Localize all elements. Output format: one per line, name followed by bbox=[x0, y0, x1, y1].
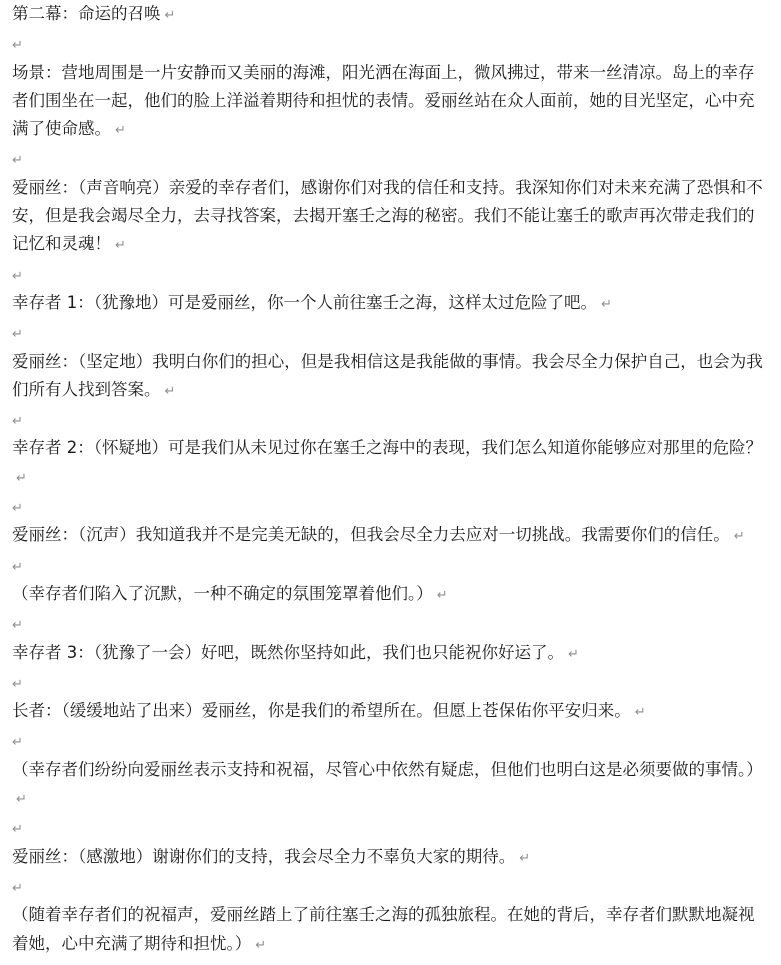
paragraph-mark-icon: ↵ bbox=[12, 559, 23, 575]
empty-paragraph bbox=[12, 727, 769, 755]
paragraph-mark-icon: ↵ bbox=[12, 822, 23, 838]
paragraph bbox=[12, 289, 769, 319]
paragraph bbox=[12, 580, 769, 610]
empty-paragraph bbox=[12, 145, 769, 173]
empty-paragraph bbox=[12, 814, 769, 842]
empty-paragraph bbox=[12, 30, 769, 58]
paragraph-text: 场景：营地周围是一片安静而又美丽的海滩，阳光洒在海面上，微风拂过，带来一丝清凉。岛上的幸存者们围坐在一起，他们的脸上洋溢着期待和担忧的表情。爱丽丝站在众人面前，她的目光坚定，心中充满了使命感。 bbox=[12, 62, 755, 139]
paragraph-mark-icon: ↵ bbox=[115, 123, 126, 139]
paragraph-mark-icon: ↵ bbox=[519, 850, 531, 866]
paragraph-mark-icon: ↵ bbox=[12, 880, 23, 896]
empty-paragraph bbox=[12, 873, 769, 901]
paragraph-text: 第二幕：命运的召唤 bbox=[12, 4, 161, 23]
paragraph bbox=[12, 348, 769, 407]
paragraph-text: （随着幸存者们的祝福声，爱丽丝踏上了前往塞壬之海的孤独旅程。在她的背后，幸存者们默默地凝视着她，心中充满了期待和担忧。） bbox=[12, 905, 755, 953]
paragraph-text: 幸存者 2：（怀疑地）可是我们从未见过你在塞壬之海中的表现，我们怎么知道你能够应对那里的危险？ bbox=[12, 438, 762, 458]
paragraph-mark-icon: ↵ bbox=[12, 676, 23, 692]
empty-paragraph bbox=[12, 319, 769, 347]
paragraph-mark-icon: ↵ bbox=[12, 153, 23, 169]
empty-paragraph bbox=[12, 669, 769, 697]
paragraph bbox=[12, 901, 769, 960]
paragraph bbox=[12, 521, 769, 551]
paragraph-text: 幸存者 1：（犹豫地）可是爱丽丝，你一个人前往塞壬之海，这样太过危险了吧。 bbox=[12, 292, 597, 312]
paragraph-text: 爱丽丝：（感激地）谢谢你们的支持，我会尽全力不辜负大家的期待。 bbox=[12, 846, 516, 866]
paragraph-mark-icon: ↵ bbox=[634, 705, 646, 721]
paragraph-mark-icon: ↵ bbox=[115, 238, 126, 254]
empty-paragraph bbox=[12, 610, 769, 638]
paragraph-mark-icon: ↵ bbox=[12, 618, 23, 634]
paragraph-text: 长者：（缓缓地站了出来）爱丽丝，你是我们的希望所在。但愿上苍保佑你平安归来。 bbox=[12, 701, 631, 721]
paragraph-mark-icon: ↵ bbox=[12, 501, 23, 517]
paragraph-text: 爱丽丝：（声音响亮）亲爱的幸存者们，感谢你们对我的信任和支持。我深知你们对未来充满了恐惧和不安，但是我会竭尽全力，去寻找答案，去揭开塞壬之海的秘密。我们不能让塞壬的歌声再次带走我们的记忆和灵魂！ bbox=[12, 177, 763, 254]
paragraph-mark-icon: ↵ bbox=[568, 646, 579, 662]
paragraph-mark-icon: ↵ bbox=[12, 268, 23, 284]
paragraph bbox=[12, 697, 769, 727]
paragraph-mark-icon: ↵ bbox=[16, 470, 27, 486]
paragraph-text: （幸存者们纷纷向爱丽丝表示支持和祝福，尽管心中依然有疑虑，但他们也明白这是必须要做的事情。） bbox=[12, 759, 763, 779]
paragraph-text: 爱丽丝：（坚定地）我明白你们的担心，但是我相信这是我能做的事情。我会尽全力保护自己，也会为我们所有人找到答案。 bbox=[12, 351, 763, 399]
paragraph bbox=[12, 174, 769, 261]
paragraph-text: 幸存者 3：（犹豫了一会）好吧，既然你坚持如此，我们也只能祝你好运了。 bbox=[12, 642, 564, 662]
empty-paragraph bbox=[12, 261, 769, 289]
paragraph-mark-icon: ↵ bbox=[436, 587, 448, 603]
paragraph bbox=[12, 59, 769, 146]
paragraph-text: 爱丽丝：（沉声）我知道我并不是完美无缺的，但我会尽全力去应对一切挑战。我需要你们的信任。 bbox=[12, 525, 730, 545]
paragraph-mark-icon: ↵ bbox=[12, 38, 23, 54]
paragraph bbox=[12, 843, 769, 873]
empty-paragraph bbox=[12, 493, 769, 521]
paragraph-mark-icon: ↵ bbox=[733, 529, 745, 545]
paragraph-mark-icon: ↵ bbox=[255, 937, 267, 953]
paragraph bbox=[12, 756, 769, 815]
paragraph-mark-icon: ↵ bbox=[12, 414, 23, 430]
paragraph bbox=[12, 639, 769, 669]
empty-paragraph bbox=[12, 552, 769, 580]
document-body bbox=[12, 0, 769, 960]
paragraph-mark-icon: ↵ bbox=[16, 792, 27, 808]
empty-paragraph bbox=[12, 406, 769, 434]
document-title bbox=[12, 0, 769, 30]
paragraph-mark-icon: ↵ bbox=[12, 735, 23, 751]
paragraph-mark-icon: ↵ bbox=[164, 383, 176, 399]
paragraph-text: （幸存者们陷入了沉默，一种不确定的氛围笼罩着他们。） bbox=[12, 583, 433, 603]
paragraph-mark-icon: ↵ bbox=[601, 296, 612, 312]
paragraph-mark-icon: ↵ bbox=[12, 327, 23, 343]
paragraph bbox=[12, 434, 769, 493]
paragraph-mark-icon: ↵ bbox=[164, 8, 176, 23]
